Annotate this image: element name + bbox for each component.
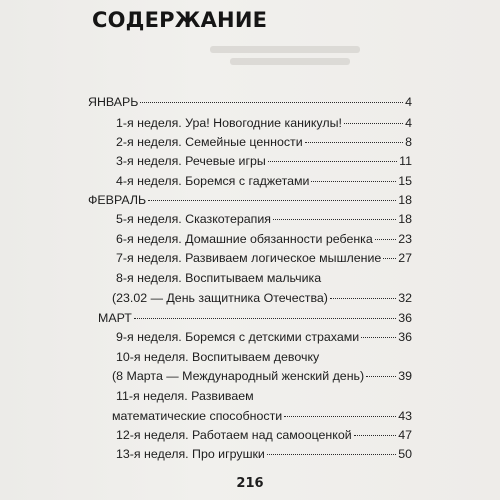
toc-page-number: 32 <box>398 291 412 305</box>
toc-entry-text: 4-я неделя. Боремся с гаджетами <box>116 174 310 188</box>
dot-leader <box>134 318 396 319</box>
dot-leader <box>284 416 396 417</box>
dot-leader <box>354 435 397 436</box>
toc-entry <box>116 211 412 227</box>
dot-leader <box>273 219 396 220</box>
toc-entry-line: 8-я неделя. Воспитываем мальчика <box>116 271 322 285</box>
toc-entry <box>116 173 412 189</box>
toc-month-heading <box>88 192 412 208</box>
toc-entry-text: 5-я неделя. Сказкотерапия <box>116 212 271 226</box>
toc-page-number: 23 <box>398 232 412 246</box>
dot-leader <box>140 102 403 103</box>
toc-entry <box>116 250 412 266</box>
toc-page-number: 11 <box>399 154 412 168</box>
toc-page-number: 39 <box>398 369 412 383</box>
toc-entry <box>116 153 412 169</box>
toc-entry-text: математические способности <box>112 409 283 423</box>
toc-entry-line: 10-я неделя. Воспитываем девочку <box>116 350 320 364</box>
toc-page-number: 27 <box>398 251 412 265</box>
toc-page-number: 36 <box>398 311 412 325</box>
toc-page-number: 18 <box>398 212 412 226</box>
dot-leader <box>375 239 396 240</box>
page-number: 216 <box>236 476 264 491</box>
toc-entry-line: 11-я неделя. Развиваем <box>116 389 254 403</box>
toc-page-number: 50 <box>398 447 412 461</box>
toc-entry <box>116 329 412 345</box>
toc-entry-text: 9-я неделя. Боремся с детскими страхами <box>116 330 360 344</box>
toc-entry <box>116 115 412 131</box>
toc-entry-text: (8 Марта — Международный женский день) <box>112 369 365 383</box>
toc-page-number: 18 <box>398 193 412 207</box>
dot-leader <box>344 123 403 124</box>
toc-entry <box>112 368 412 384</box>
dot-leader <box>267 454 396 455</box>
dot-leader <box>268 161 397 162</box>
toc-entry-text: 6-я неделя. Домашние обязанности ребенка <box>116 232 373 246</box>
dot-leader <box>361 337 396 338</box>
dot-leader <box>148 200 396 201</box>
toc-entry <box>116 446 412 462</box>
toc-entry <box>112 290 412 306</box>
toc-entry-text: 1-я неделя. Ура! Новогодние каникулы! <box>116 116 342 130</box>
toc-entry-text: 2-я неделя. Семейные ценности <box>116 135 303 149</box>
toc-entry-text: 3-я неделя. Речевые игры <box>116 154 266 168</box>
page-title: СОДЕРЖАНИЕ <box>92 8 268 32</box>
toc-entry-text: 13-я неделя. Про игрушки <box>116 447 265 461</box>
toc-entry-text: (23.02 — День защитника Отечества) <box>112 291 328 305</box>
toc-page-number: 8 <box>405 135 412 149</box>
toc-entry-text: ЯНВАРЬ <box>88 95 139 109</box>
toc-page-number: 4 <box>405 116 412 130</box>
dot-leader <box>305 142 403 143</box>
toc-entry <box>116 427 412 443</box>
toc-entry-text: 7-я неделя. Развиваем логическое мышление <box>116 251 382 265</box>
toc-entry <box>116 134 412 150</box>
toc-page-number: 43 <box>398 409 412 423</box>
toc-page-number: 36 <box>398 330 412 344</box>
toc-entry-text: 12-я неделя. Работаем над самооценкой <box>116 428 352 442</box>
toc-entry-text: МАРТ <box>98 311 132 325</box>
toc-entry <box>116 231 412 247</box>
toc-month-heading <box>98 310 412 326</box>
toc-page-number: 15 <box>398 174 412 188</box>
toc-entry-text: ФЕВРАЛЬ <box>88 193 147 207</box>
dot-leader <box>366 376 396 377</box>
toc-page-number: 47 <box>398 428 412 442</box>
toc-month-heading <box>88 94 412 110</box>
dot-leader <box>383 258 396 259</box>
dot-leader <box>311 181 396 182</box>
dot-leader <box>330 298 396 299</box>
toc-page-number: 4 <box>405 95 412 109</box>
toc-entry <box>112 408 412 424</box>
